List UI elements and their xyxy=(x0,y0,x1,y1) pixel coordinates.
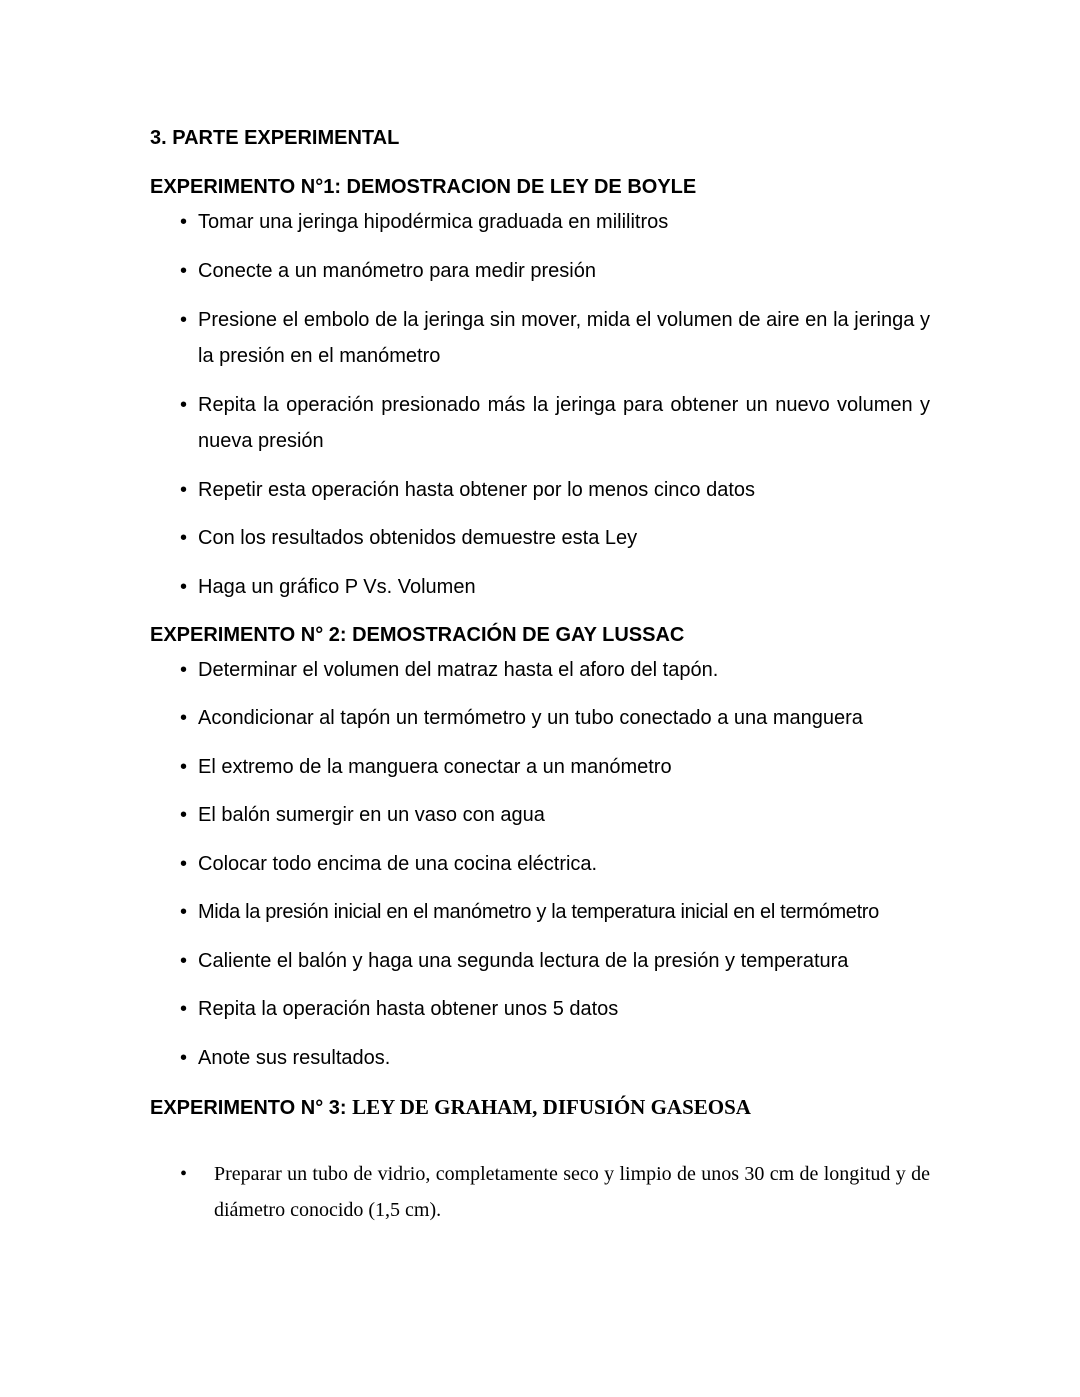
list-item-text: Anote sus resultados. xyxy=(198,1047,391,1069)
bullet-icon: • xyxy=(180,756,188,778)
bullet-icon: • xyxy=(180,479,188,501)
list-item-text: Colocar todo encima de una cocina eléctrica. xyxy=(198,853,598,875)
bullet-icon: • xyxy=(180,576,188,598)
bullet-icon: • xyxy=(180,394,188,416)
bullet-icon: • xyxy=(180,707,188,729)
list-item xyxy=(180,387,930,459)
list-item xyxy=(180,991,930,1027)
list-item-text: Acondicionar al tapón un termómetro y un tubo conectado a una manguera xyxy=(198,707,863,729)
experiment-1-title: EXPERIMENTO N°1: DEMOSTRACION DE LEY DE BOYLE xyxy=(150,176,697,198)
list-item xyxy=(180,1156,930,1228)
experiment-3-title-prefix: EXPERIMENTO N° 3: xyxy=(150,1097,353,1119)
list-item-text: Preparar un tubo de vidrio, completamente seco y limpio de unos 30 cm de longitud y de diámetro conocido (1,5 cm). xyxy=(214,1163,930,1221)
bullet-icon: • xyxy=(180,260,188,282)
list-item-text: Determinar el volumen del matraz hasta el aforo del tapón. xyxy=(198,659,719,681)
experiment-3-title xyxy=(150,1095,751,1120)
list-item-text: El extremo de la manguera conectar a un manómetro xyxy=(198,756,672,778)
list-item xyxy=(180,797,930,833)
list-item-text: Haga un gráfico P Vs. Volumen xyxy=(198,576,476,598)
bullet-icon: • xyxy=(180,901,187,923)
list-item-text: Presione el embolo de la jeringa sin mover, mida el volumen de aire en la jeringa y la presión en el manómetro xyxy=(198,309,930,367)
list-item xyxy=(180,652,930,688)
list-item xyxy=(180,846,930,882)
list-item-text: Caliente el balón y haga una segunda lectura de la presión y temperatura xyxy=(198,950,849,972)
list-item-text: Tomar una jeringa hipodérmica graduada en mililitros xyxy=(198,211,669,233)
list-item-text: Mida la presión inicial en el manómetro y la temperatura inicial en el termómetro xyxy=(198,901,879,923)
list-item xyxy=(180,472,930,508)
list-item xyxy=(180,1040,930,1076)
bullet-icon: • xyxy=(180,950,188,972)
list-item xyxy=(180,749,930,785)
list-item xyxy=(180,894,930,930)
list-item xyxy=(180,700,930,736)
list-item-text: Con los resultados obtenidos demuestre esta Ley xyxy=(198,527,638,549)
list-item-text: El balón sumergir en un vaso con agua xyxy=(198,804,545,826)
list-item-text: Repetir esta operación hasta obtener por lo menos cinco datos xyxy=(198,479,756,501)
bullet-icon: • xyxy=(180,804,188,826)
list-item xyxy=(180,943,930,979)
bullet-icon: • xyxy=(180,527,188,549)
bullet-icon: • xyxy=(180,1163,188,1185)
bullet-icon: • xyxy=(180,211,188,233)
bullet-icon: • xyxy=(180,659,188,681)
section-title: 3. PARTE EXPERIMENTAL xyxy=(150,127,400,149)
list-item-text: Repita la operación hasta obtener unos 5 datos xyxy=(198,998,619,1020)
bullet-icon: • xyxy=(180,1047,188,1069)
list-item xyxy=(180,253,930,289)
list-item xyxy=(180,520,930,556)
bullet-icon: • xyxy=(180,853,188,875)
experiment-3-title-suffix: LEY DE GRAHAM, DIFUSIÓN GASEOSA xyxy=(352,1095,751,1119)
list-item xyxy=(180,569,930,605)
list-item-text: Conecte a un manómetro para medir presión xyxy=(198,260,596,282)
list-item xyxy=(180,302,930,374)
list-item-text: Repita la operación presionado más la jeringa para obtener un nuevo volumen y nueva presión xyxy=(198,394,930,452)
list-item xyxy=(180,204,930,240)
bullet-icon: • xyxy=(180,309,188,331)
experiment-2-title: EXPERIMENTO N° 2: DEMOSTRACIÓN DE GAY LUSSAC xyxy=(150,624,685,646)
bullet-icon: • xyxy=(180,998,188,1020)
